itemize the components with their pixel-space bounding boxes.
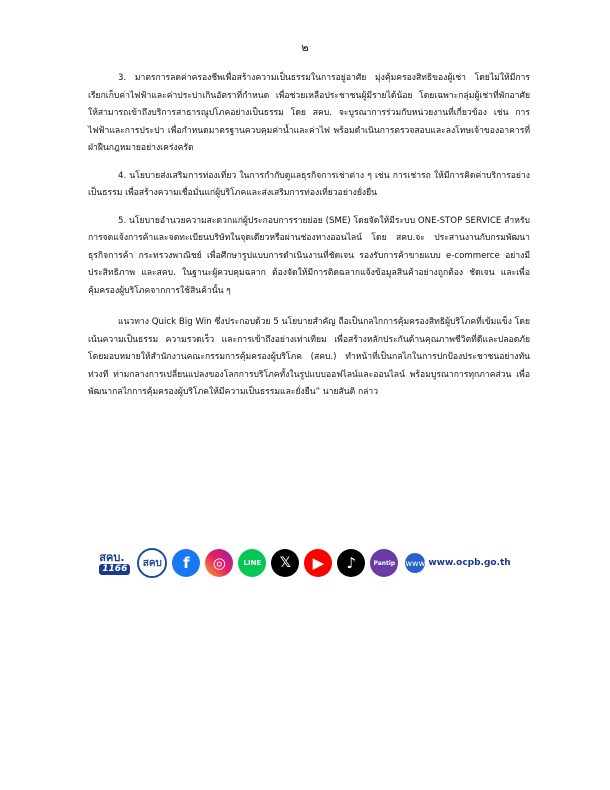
ocpb-seal-icon: สคบ <box>137 548 167 578</box>
instagram-icon[interactable]: ◎ <box>205 549 233 577</box>
facebook-icon[interactable]: f <box>172 549 200 577</box>
paragraph-policy-5: 5. นโยบายอำนวยความสะดวกแก่ผู้ประกอบการรายย่อย (SME) โดยจัดให้มีระบบ ONE-STOP SERVICE สำหรับการจดแจ้งการค้าและจดทะเบียนบริษัทในจุดเดียวหรือผ่านช่องทางออนไลน์ โดย สคบ.จะ ประสานงานกับกรมพัฒนาธุรกิจการค้า กระทรวงพาณิชย์ เพื่อศึกษารูปแบบการดำเนินงานที่ชัดเจน รองรับการค้าขายแบบ e-commerce อย่างมีประสิทธิภาพ และสคบ. ในฐานะผู้ควบคุมฉลาก ต้องจัดให้มีการติดฉลากแจ้งข้อมูลสินค้าอย่างถูกต้อง ชัดเจน และเพื่อคุ้มครองผู้บริโภคจากการใช้สินค้านั้น ๆ <box>88 215 530 296</box>
social-footer <box>0 543 610 583</box>
x-icon[interactable]: 𝕏 <box>271 549 299 577</box>
youtube-icon[interactable]: ▶ <box>304 549 332 577</box>
paragraph-policy-4: 4. นโยบายส่งเสริมการท่องเที่ยว ในการกำกับดูแลธุรกิจการเช่าต่าง ๆ เช่น การเช่ารถ ให้มีการคิดค่าบริการอย่างเป็นธรรม เพื่อสร้างความเชื่อมั่นแก่ผู้บริโภคและส่งเสริมการท่องเที่ยวอย่างยั่งยืน <box>88 170 530 198</box>
website-url[interactable]: www.ocpb.go.th <box>428 558 511 568</box>
hotline-number: 1166 <box>99 564 130 575</box>
paragraph-policy-3: 3. มาตรการลดค่าครองชีพเพื่อสร้างความเป็นธรรมในการอยู่อาศัย มุ่งคุ้มครองสิทธิของผู้เช่า โดยไม่ให้มีการเรียกเก็บค่าไฟฟ้าและค่าประปาเกินอัตราที่กำหนด เพื่อช่วยเหลือประชาชนผู้มีรายได้น้อย โดยเฉพาะกลุ่มผู้เช่าที่พักอาศัย ให้สามารถเข้าถึงบริการสาธารณูปโภคอย่างเป็นธรรม โดย สคบ. จะบูรณาการร่วมกับหน่วยงานที่เกี่ยวข้อง เช่น การไฟฟ้าและการประปา เพื่อกำหนดมาตรฐานควบคุมค่าน้ำและค่าไฟ พร้อมดำเนินการตรวจสอบและลงโทษเจ้าของอาคารที่ฝ่าฝืนกฎหมายอย่างเคร่งครัด <box>88 73 530 153</box>
line-icon[interactable]: LINE <box>238 549 266 577</box>
website-link[interactable] <box>405 553 510 573</box>
ocpb-logo-text: สคบ. <box>99 550 125 564</box>
ocpb-hotline-logo <box>99 552 130 575</box>
tiktok-icon[interactable]: ♪ <box>337 549 365 577</box>
document-body <box>88 70 530 412</box>
paragraph-summary: แนวทาง Quick Big Win ซึ่งประกอบด้วย 5 นโยบายสำคัญ ถือเป็นกลไกการคุ้มครองสิทธิผู้บริโภคที่เข้มแข็ง โดยเน้นความเป็นธรรม ความรวดเร็ว และการเข้าถึงอย่างเท่าเทียม เพื่อสร้างหลักประกันด้านคุณภาพชีวิตที่ดีและปลอดภัย โดยมอบหมายให้สำนักงานคณะกรรมการคุ้มครองผู้บริโภค (สคบ.) ทำหน้าที่เป็นกลไกในการปกป้องประชาชนอย่างทันท่วงที ท่ามกลางการเปลี่ยนแปลงของโลกการบริโภคทั้งในรูปแบบออฟไลน์และออนไลน์ พร้อมบูรณาการทุกภาคส่วน เพื่อพัฒนากลไกการคุ้มครองผู้บริโภคให้มีความเป็นธรรมและยั่งยืน” นายสันติ กล่าว <box>88 317 530 397</box>
page-number: ๒ <box>301 41 309 54</box>
globe-icon: www <box>405 553 425 573</box>
pantip-icon[interactable]: Pantip <box>370 549 398 577</box>
